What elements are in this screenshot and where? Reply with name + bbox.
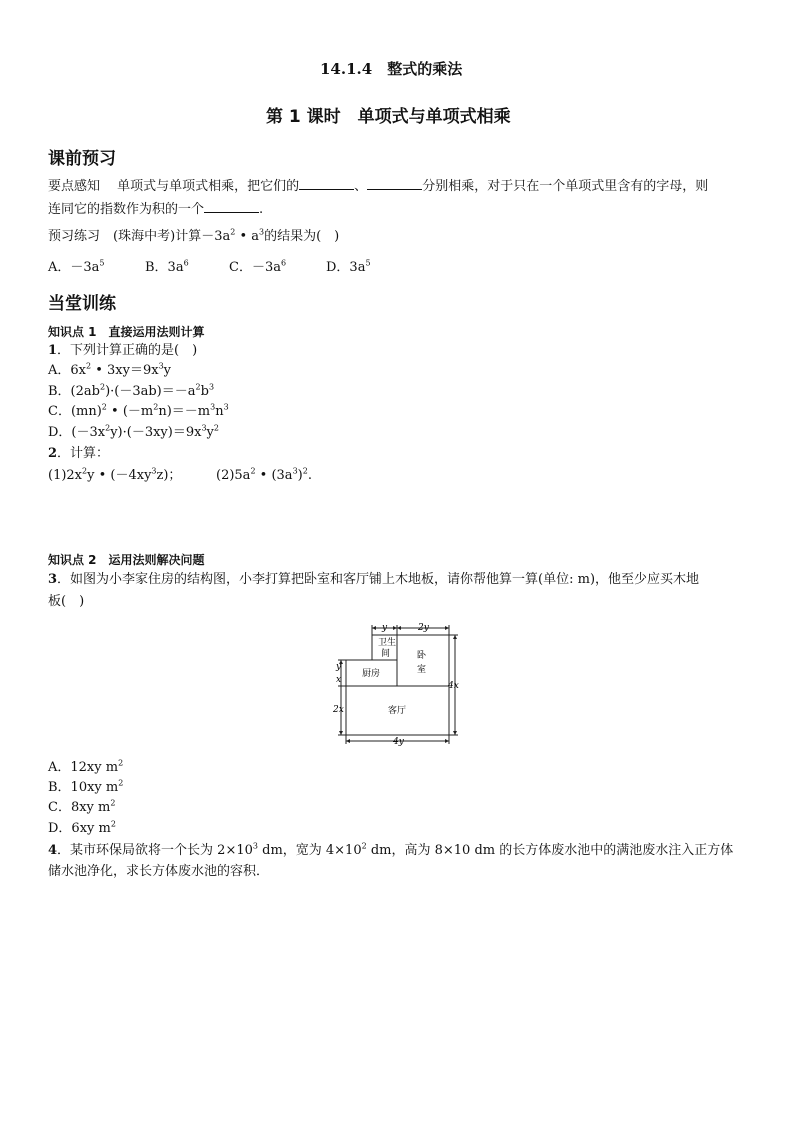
keypoints-line-2 [48,199,263,218]
q2-part-1: $(1)2x^2y$ • $(-4xy^3z)$； [48,466,182,483]
exponent: 5 [99,258,105,268]
question-4-line-2: 储水池净化，求长方体废水池的容积． [48,864,270,879]
q3-option-d[interactable]: D．6xy $m^2$ [48,819,116,836]
keypoints-label: 要点感知 [48,179,101,194]
option-label: B．3a [145,260,184,275]
keypoints-text-1: 单项式与单项式相乘，把它们的 [117,179,300,194]
exponent: 2 [230,227,236,237]
dim-label: x [336,675,342,685]
exercise-source: (珠海中考) [113,229,176,244]
dim-label: 4y [393,737,404,747]
section-number-title: 14.1.4 整式的乘法 [320,60,463,78]
q1-option-b[interactable]: B．$(2ab^2)\cdot(-3ab)=-a^2b^3$ [48,382,215,399]
exponent: 6 [280,258,287,268]
preview-option-a[interactable] [48,260,105,276]
keypoints-line-1 [48,176,708,195]
knowledge-point-2: 知识点 2 运用法则解决问题 [48,553,205,567]
option-label: A．－3a [48,260,100,275]
exponent: 6 [183,258,189,268]
q1-option-c[interactable]: C．(mn)$^2$ • $(-m^2n)=-m^3n^3$ [48,402,229,419]
dim-label: 4x [448,681,459,691]
question-3-line-1 [48,572,699,588]
question-number: 4 [48,843,58,858]
living-room-label: 客厅 [388,706,407,716]
blank-1[interactable] [299,176,354,190]
q3-option-c[interactable]: C．8xy $m^2$ [48,798,116,815]
dim-label: y [336,662,342,672]
knowledge-point-1: 知识点 1 直接运用法则计算 [48,325,205,339]
kitchen-label: 厨房 [362,669,381,679]
lesson-title: 第 1 课时 单项式与单项式相乘 [266,107,511,127]
keypoints-line2-a: 连同它的指数作为积的一个 [48,202,205,217]
option-label: C．－3a [229,260,281,275]
training-heading: 当堂训练 [48,294,116,314]
question-number: 2 [48,446,58,461]
bathroom-label: 间 [381,649,391,659]
q3-option-a[interactable]: A．12xy $m^2$ [48,758,124,775]
question-2 [48,446,109,462]
question-number: 3 [48,572,58,587]
blank-3[interactable] [204,199,259,213]
exponent: 3 [259,227,265,237]
blank-2[interactable] [367,176,422,190]
bedroom-label: 卧 [417,651,427,661]
option-label: D．3a [326,260,366,275]
question-3-line-2: 板( ) [48,594,85,609]
q1-option-a[interactable]: A．$6x^2$ • $3xy=9x^3y$ [48,361,172,378]
exercise-text: 的结果为( ) [264,229,340,244]
dim-label: 2x [333,705,344,715]
keypoints-text-2: 、 [354,179,368,194]
q3-option-b[interactable]: B．10xy $m^2$ [48,778,124,795]
question-number: 1 [48,343,58,358]
question-1 [48,343,197,359]
exercise-label: 预习练习 [48,229,101,244]
question-text: ．计算： [57,446,110,461]
floor-plan-figure [330,620,466,750]
question-text: ．如图为小李家住房的结构图，小李打算把卧室和客厅铺上木地板，请你帮他算一算(单位: m)，他至少应买木地 [57,572,700,587]
dim-label: y [382,623,388,633]
preview-exercise [48,229,339,245]
preview-option-c[interactable] [229,260,286,276]
exercise-text: 计算－3a [175,229,231,244]
bathroom-label: 卫生 [378,638,397,648]
question-text: ．下列计算正确的是( ) [57,343,198,358]
dim-label: 2y [418,623,429,633]
preview-heading: 课前预习 [48,149,116,169]
bedroom-label: 室 [417,665,427,675]
keypoints-text-3: 分别相乘，对于只在一个单项式里含有的字母，则 [422,179,709,194]
q1-option-d[interactable]: D．$(-3x^2y)\cdot(-3xy)=9x^3y^2$ [48,423,219,440]
question-4-line-1: 4．某市环保局欲将一个长为 $2\times 10^3$ dm，宽为 $4\times 10^2$ dm，高为 8×10 dm 的长方体废水池中的满池废水注入正方体 [48,841,734,858]
q2-part-2: $(2)5a^2$ • $(3a^3)^2$. [216,466,312,483]
exponent: 5 [365,258,371,268]
keypoints-line2-b: . [259,202,264,217]
preview-option-b[interactable] [145,260,189,276]
exercise-text: • a [235,229,259,244]
preview-option-d[interactable] [326,260,371,276]
